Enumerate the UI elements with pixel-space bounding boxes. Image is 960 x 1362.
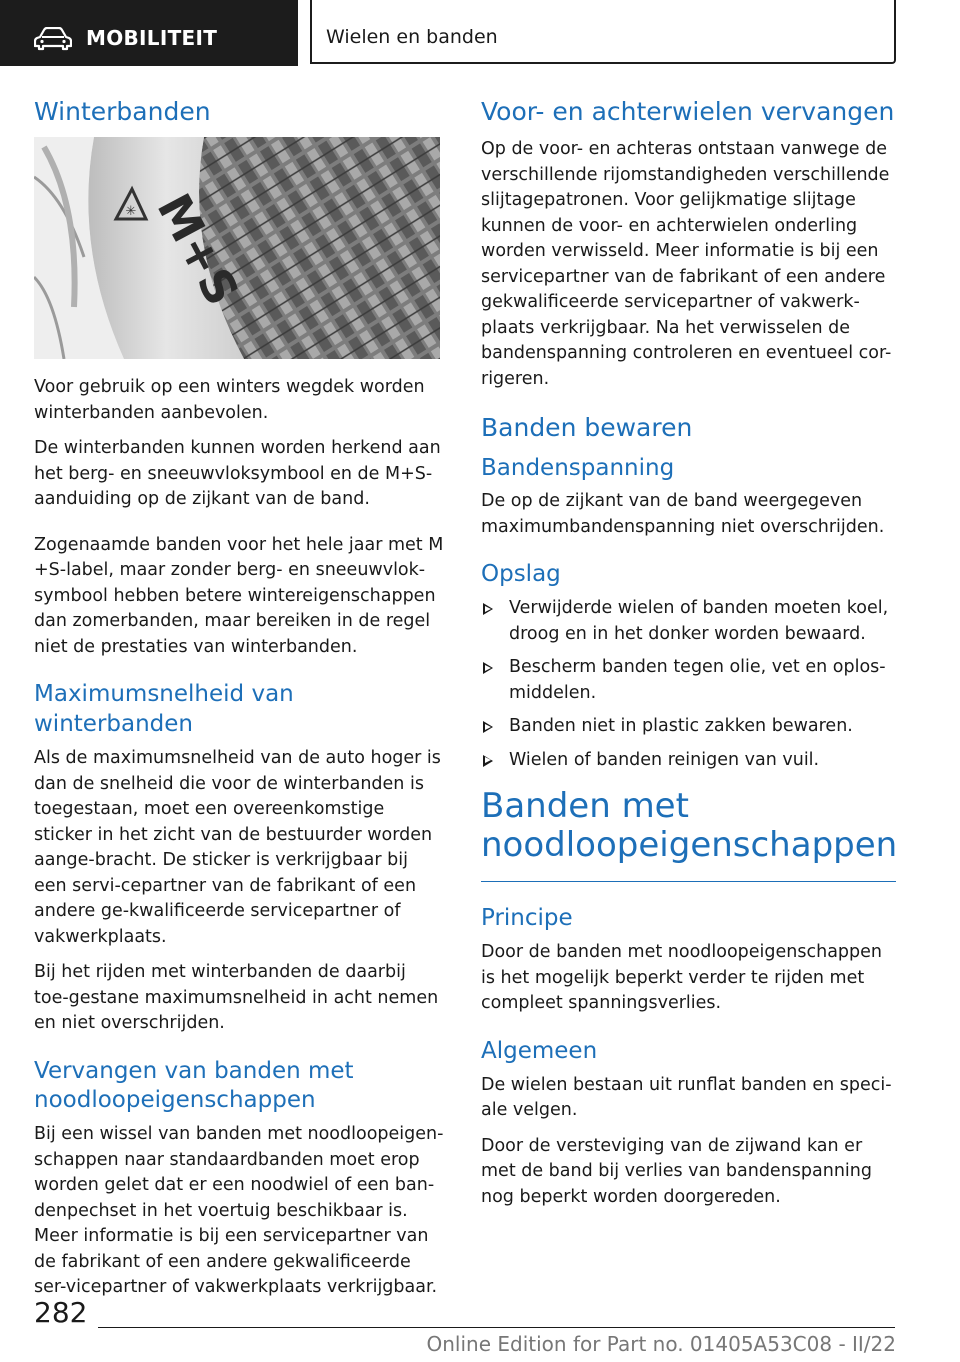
principle-heading: Principe xyxy=(481,905,573,932)
replace-runflat-heading: Vervangen van banden met noodloopeigenschappen xyxy=(34,1057,354,1114)
left-column xyxy=(34,96,446,1311)
paragraph: Zogenaamde banden voor het hele jaar met M +S-label, maar zonder berg- en sneeuwvlok-symbool hebben betere wintereigenschappen dan zomerbanden, maar bereiken in de regel niet de prestaties van winterbanden. xyxy=(34,534,444,657)
tire-pressure-heading: Bandenspanning xyxy=(481,454,675,481)
svg-text:M+S: M+S xyxy=(146,185,250,315)
paragraph: Bij het rijden met winterbanden de daarbij toe-gestane maximumsnelheid in acht nemen en niet overschrijden. xyxy=(34,962,439,1034)
list-item: Wielen of banden reinigen van vuil. xyxy=(481,748,896,774)
section-tab xyxy=(0,0,298,66)
page-header xyxy=(0,0,960,66)
paragraph: Door de banden met noodloopeigenschappen is het mogelijk beperkt verder te rijden met compleet spanningsverlies. xyxy=(481,942,882,1014)
paragraph: Door de versteviging van de zijwand kan er met de band bij verlies van bandenspanning nog beperkt worden doorgereden. xyxy=(481,1135,872,1207)
list-item: Bescherm banden tegen olie, vet en oplos-middelen. xyxy=(481,655,896,706)
winter-tire-image xyxy=(34,137,440,359)
paragraph: Op de voor- en achteras ontstaan vanwege de verschillende rijomstandigheden verschillende slijtagepatronen. Voor gelijkmatige slijtage kunnen de voor- en achterwielen onderling worden verwisseld. Meer informatie is bij een servicepartner van de fabrikant of een andere gekwalificeerde servicepartner of vakwerk-plaats verkrijgbaar. Na het verwisselen de bandenspanning controleren en eventueel cor-rigeren. xyxy=(481,139,892,389)
max-speed-heading: Maximumsnelheid van winterbanden xyxy=(34,681,294,738)
chapter-title: Wielen en banden xyxy=(326,26,498,48)
storage-heading: Opslag xyxy=(481,561,561,588)
runflat-heading-line1: Banden met xyxy=(481,786,689,827)
paragraph: Bij een wissel van banden met noodloopeigen-schappen naar standaardbanden moet erop worden gelet dat er een noodwiel of een ban-denpechset in het voertuig beschikbaar is. Meer informatie is bij een servicepartner van de fabrikant of een andere gekwalificeerde ser-vicepartner of vakwerkplaats verkrijgbaar. xyxy=(34,1124,444,1298)
paragraph: De op de zijkant van de band weergegeven maximumbandenspanning niet overschrijden. xyxy=(481,491,885,537)
list-item: Banden niet in plastic zakken bewaren. xyxy=(481,714,896,740)
winter-tires-heading: Winterbanden xyxy=(34,97,211,126)
bullet-triangle-icon xyxy=(483,603,493,615)
edition-note: Online Edition for Part no. 01405A53C08 - II/22 xyxy=(426,1332,896,1356)
runflat-heading-line2: noodloopeigenschappen xyxy=(481,825,898,866)
general-heading: Algemeen xyxy=(481,1037,598,1064)
svg-text:✳: ✳ xyxy=(125,204,137,220)
store-tires-heading: Banden bewaren xyxy=(481,413,693,443)
chapter-tab xyxy=(310,0,896,64)
swap-wheels-heading: Voor- en achterwielen vervangen xyxy=(481,97,895,126)
bullet-triangle-icon xyxy=(483,755,493,767)
list-item: Verwijderde wielen of banden moeten koel, droog en in het donker worden bewaard. xyxy=(481,596,896,647)
paragraph: Als de maximumsnelheid van de auto hoger is dan de snelheid die voor de winterbanden is toegestaan, moet een overeenkomstige sticker in het zicht van de bestuurder worden aange-bracht. De sticker is verkrijgbaar bij een servi-cepartner van de fabrikant of een andere ge-kwalificeerde servicepartner of vakwerkplaats. xyxy=(34,748,441,947)
bullet-triangle-icon xyxy=(483,662,493,674)
storage-list xyxy=(481,596,896,773)
section-title: MOBILITEIT xyxy=(86,26,218,50)
bullet-triangle-icon xyxy=(483,721,493,733)
runflat-section-heading xyxy=(481,787,896,882)
car-icon xyxy=(34,27,72,51)
page-number: 282 xyxy=(34,1296,88,1329)
right-column xyxy=(481,96,896,1220)
paragraph: Voor gebruik op een winters wegdek worden winterbanden aanbevolen. xyxy=(34,377,425,423)
paragraph: De winterbanden kunnen worden herkend aan het berg- en sneeuwvloksymbool en de M+S-aanduiding op de zijkant van de band. xyxy=(34,438,441,510)
paragraph: De wielen bestaan uit runflat banden en speci-ale velgen. xyxy=(481,1074,892,1121)
footer-divider xyxy=(98,1327,895,1328)
